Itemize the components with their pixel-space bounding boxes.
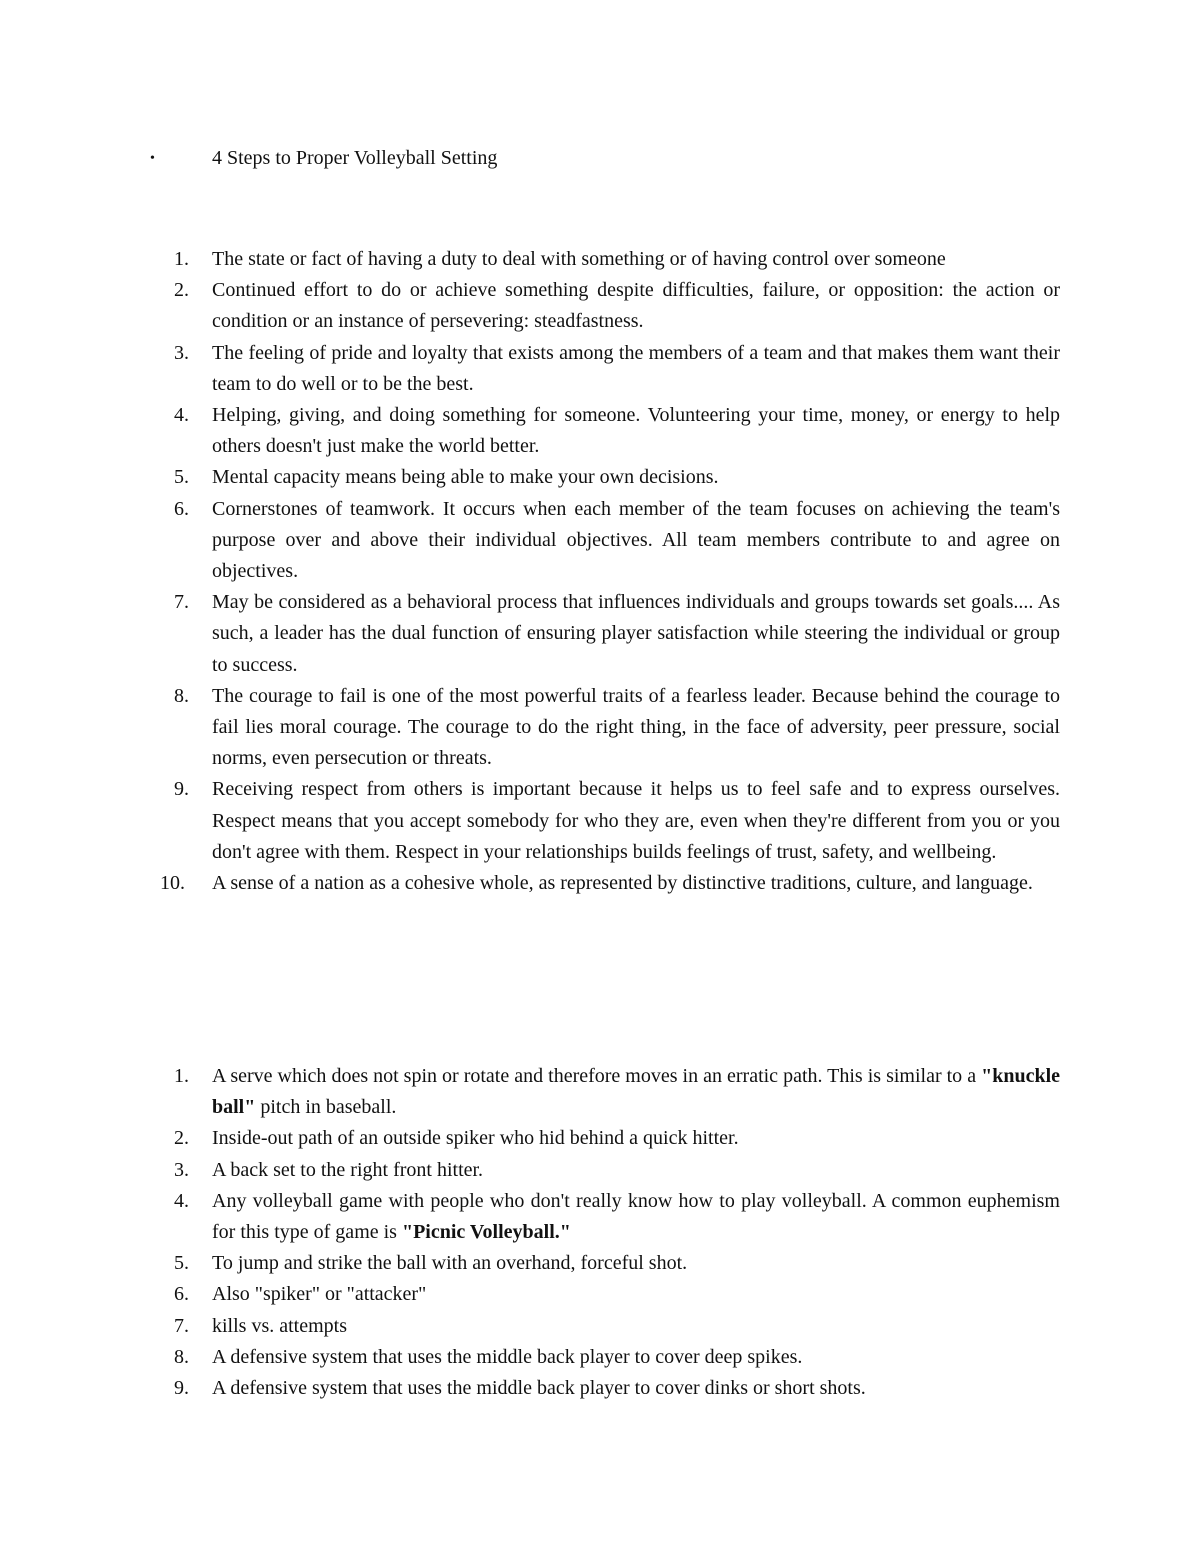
item-number: 9. [174,778,189,801]
item-number: 5. [174,466,189,489]
list-item [150,868,1060,899]
item-text: Inside-out path of an outside spiker who hid behind a quick hitter. [212,1127,739,1150]
item-text: To jump and strike the ball with an overhand, forceful shot. [212,1252,688,1275]
item-text: Mental capacity means being able to make your own decisions. [212,466,719,489]
list-item [150,1155,1060,1186]
list-item [150,244,1060,275]
heading-bullet-item [150,143,1050,174]
item-number: 2. [174,1127,189,1150]
list-item [150,1061,1060,1123]
item-text-post: pitch in baseball. [255,1096,397,1119]
item-number: 7. [174,591,189,614]
item-text-bold: "knuckle ball" [212,1065,1060,1119]
list-item [150,1186,1060,1248]
list-item [150,1311,1060,1342]
item-text-bold: "Picnic Volleyball." [401,1221,571,1244]
item-text: Continued effort to do or achieve something despite difficulties, failure, or opposition: the action or condition or an instance of persevering: steadfastness. [212,279,1060,333]
item-text: A sense of a nation as a cohesive whole, as represented by distinctive traditions, culture, and language. [212,872,1033,895]
item-number: 9. [174,1377,189,1400]
item-text: A defensive system that uses the middle back player to cover deep spikes. [212,1345,803,1368]
list-item [150,462,1060,493]
item-text: Cornerstones of teamwork. It occurs when each member of the team focuses on achieving the team's purpose over and above their individual objectives. All team members contribute to and agree on objectives. [212,497,1060,583]
item-number: 1. [174,1065,189,1087]
list-item [150,774,1060,868]
item-text: Helping, giving, and doing something for someone. Volunteering your time, money, or energy to help others doesn't just make the world better. [212,404,1060,458]
list-item [150,1123,1060,1154]
heading-text: 4 Steps to Proper Volleyball Setting [212,147,498,169]
item-text: A back set to the right front hitter. [212,1158,484,1181]
list-item [150,338,1060,400]
item-number: 2. [174,279,189,302]
item-text-pre: Any volleyball game with people who don't really know how to play volleyball. A common euphemism for this type of game is [212,1189,1060,1244]
item-number: 6. [174,497,189,520]
list-item [150,1342,1060,1373]
item-text [212,1061,1060,1123]
item-number: 1. [174,248,189,270]
item-number: 4. [174,404,189,427]
list-item [150,1373,1060,1404]
item-number: 4. [174,1189,189,1212]
list-item [150,275,1060,337]
volleyball-terms-list [150,1061,1060,1404]
list-item [150,1279,1060,1310]
item-text: The state or fact of having a duty to deal with something or of having control over someone [212,248,946,270]
item-text: Also "spiker" or "attacker" [212,1283,427,1306]
list-item [150,494,1060,588]
item-number: 3. [174,341,189,364]
item-text [212,1186,1060,1248]
item-text: A defensive system that uses the middle back player to cover dinks or short shots. [212,1377,866,1400]
item-number: 10. [160,872,185,895]
item-text: May be considered as a behavioral process that influences individuals and groups towards set goals.... As such, a leader has the dual function of ensuring player satisfaction while steering the individual or group to success. [212,591,1060,676]
bullet-icon: • [150,151,155,166]
item-text: Receiving respect from others is important because it helps us to feel safe and to express ourselves. Respect means that you accept somebody for who they are, even when they're different from you or you don't agree with them. Respect in your relationships builds feelings of trust, safety, and wellbeing. [212,778,1060,863]
list-item [150,1248,1060,1279]
item-text: The feeling of pride and loyalty that exists among the members of a team and that makes them want their team to do well or to be the best. [212,341,1060,395]
item-number: 7. [174,1314,189,1337]
item-number: 5. [174,1252,189,1275]
list-item [150,681,1060,775]
list-item [150,400,1060,462]
item-number: 6. [174,1283,189,1306]
definitions-list [150,244,1060,899]
item-text: The courage to fail is one of the most powerful traits of a fearless leader. Because behind the courage to fail lies moral courage. The courage to do the right thing, in the face of adversity, peer pressure, social norms, even persecution or threats. [212,684,1060,770]
list-item [150,587,1060,681]
item-number: 8. [174,684,189,707]
item-number: 8. [174,1345,189,1368]
item-number: 3. [174,1158,189,1181]
item-text-pre: A serve which does not spin or rotate and therefore moves in an erratic path. This is similar to a [212,1065,982,1087]
item-text: kills vs. attempts [212,1314,347,1337]
